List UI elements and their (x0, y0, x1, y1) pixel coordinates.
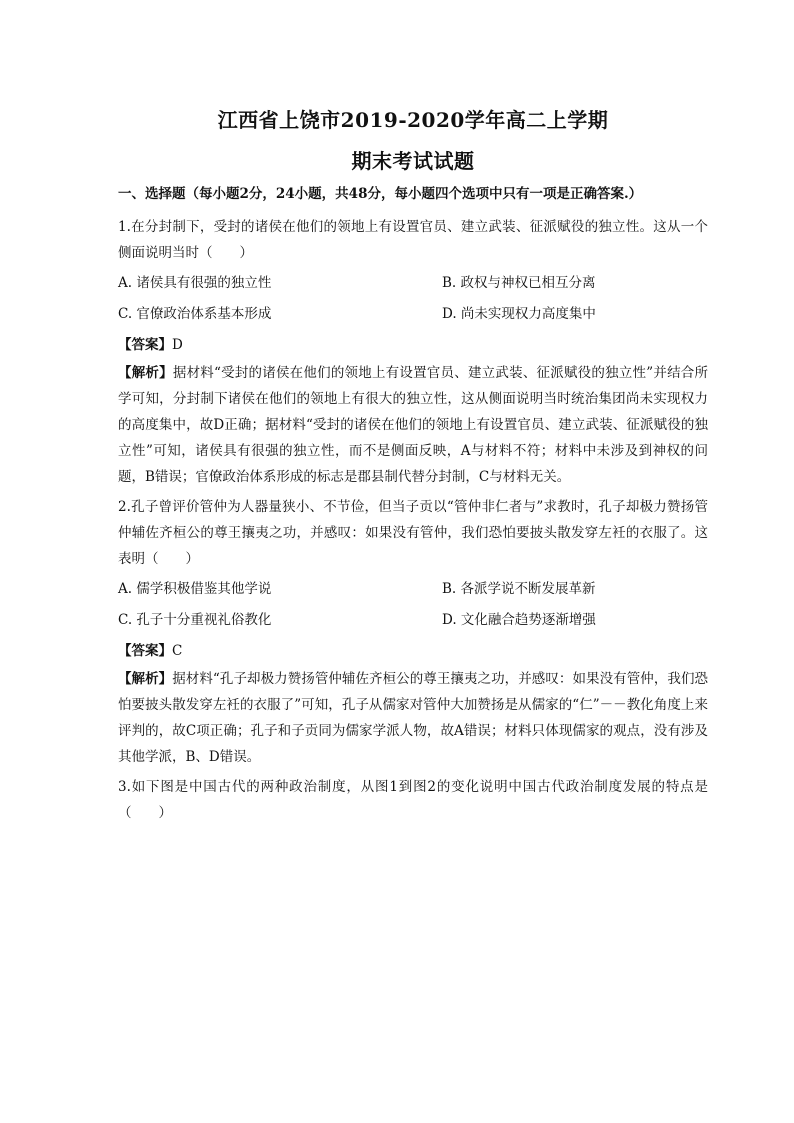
answer-value: C (172, 643, 183, 659)
answer-line (118, 636, 708, 666)
option-c: C. 官僚政治体系基本形成 (118, 306, 272, 322)
option-c: C. 孔子十分重视礼俗教化 (118, 612, 272, 628)
option-b: B. 各派学说不断发展革新 (442, 581, 596, 597)
document-title: 江西省上饶市2019-2020学年高二上学期 (217, 108, 609, 132)
answer-line (118, 330, 708, 360)
option-list (118, 268, 708, 330)
question-1 (118, 214, 708, 490)
question-stem: 1.在分封制下，受封的诸侯在他们的领地上有设置官员、建立武装、征派赋役的独立性。这从一个侧面说明当时（ ） (118, 219, 708, 261)
answer-label: 【答案】 (118, 643, 172, 659)
option-d: D. 尚未实现权力高度集中 (442, 306, 596, 322)
question-2 (118, 494, 708, 770)
option-list (118, 574, 708, 636)
analysis-block (118, 666, 708, 770)
answer-label: 【答案】 (118, 337, 172, 353)
answer-value: D (172, 337, 183, 353)
analysis-text: 据材料“孔子却极力赞扬管仲辅佐齐桓公的尊王攘夷之功，并感叹：如果没有管仲，我们恐怕要披头散发穿左衽的衣服了”可知，孔子从儒家对管仲大加赞扬是从儒家的“仁”－－教化角度上来评判的，故C项正确；孔子和子贡同为儒家学派人物，故A错误；材料只体现儒家的观点，没有涉及其他学派，B、D错误。 (118, 671, 709, 765)
question-stem: 2.孔子曾评价管仲为人器量狭小、不节俭，但当子贡以“管仲非仁者与”求教时，孔子却极力赞扬管仲辅佐齐桓公的尊王攘夷之功，并感叹：如果没有管仲，我们恐怕要披头散发穿左衽的衣服了。这表明（ ） (118, 499, 708, 567)
option-d: D. 文化融合趋势逐渐增强 (442, 612, 596, 628)
analysis-label: 【解析】 (118, 671, 173, 687)
question-3 (118, 774, 708, 826)
question-stem: 3.如下图是中国古代的两种政治制度，从图1到图2的变化说明中国古代政治制度发展的特点是（ ） (118, 779, 708, 821)
option-a: A. 儒学积极借鉴其他学说 (118, 581, 272, 597)
analysis-label: 【解析】 (118, 365, 173, 381)
option-b: B. 政权与神权已相互分离 (442, 275, 596, 291)
analysis-block (118, 360, 708, 490)
document-subtitle: 期末考试试题 (351, 149, 475, 173)
option-a: A. 诸侯具有很强的独立性 (118, 275, 272, 291)
analysis-text: 据材料“受封的诸侯在他们的领地上有设置官员、建立武装、征派赋役的独立性”并结合所学可知，分封制下诸侯在他们的领地上有很大的独立性，这从侧面说明当时统治集团尚未实现权力的高度集中，故D正确；据材料“受封的诸侯在他们的领地上有设置官员、建立武装、征派赋役的独立性”可知，诸侯具有很强的独立性，而不是侧面反映，A与材料不符；材料中未涉及到神权的问题，B错误；官僚政治体系形成的标志是郡县制代替分封制，C与材料无关。 (118, 365, 708, 485)
section-heading: 一、选择题（每小题2分，24小题，共48分，每小题四个选项中只有一项是正确答案.） (118, 186, 643, 202)
